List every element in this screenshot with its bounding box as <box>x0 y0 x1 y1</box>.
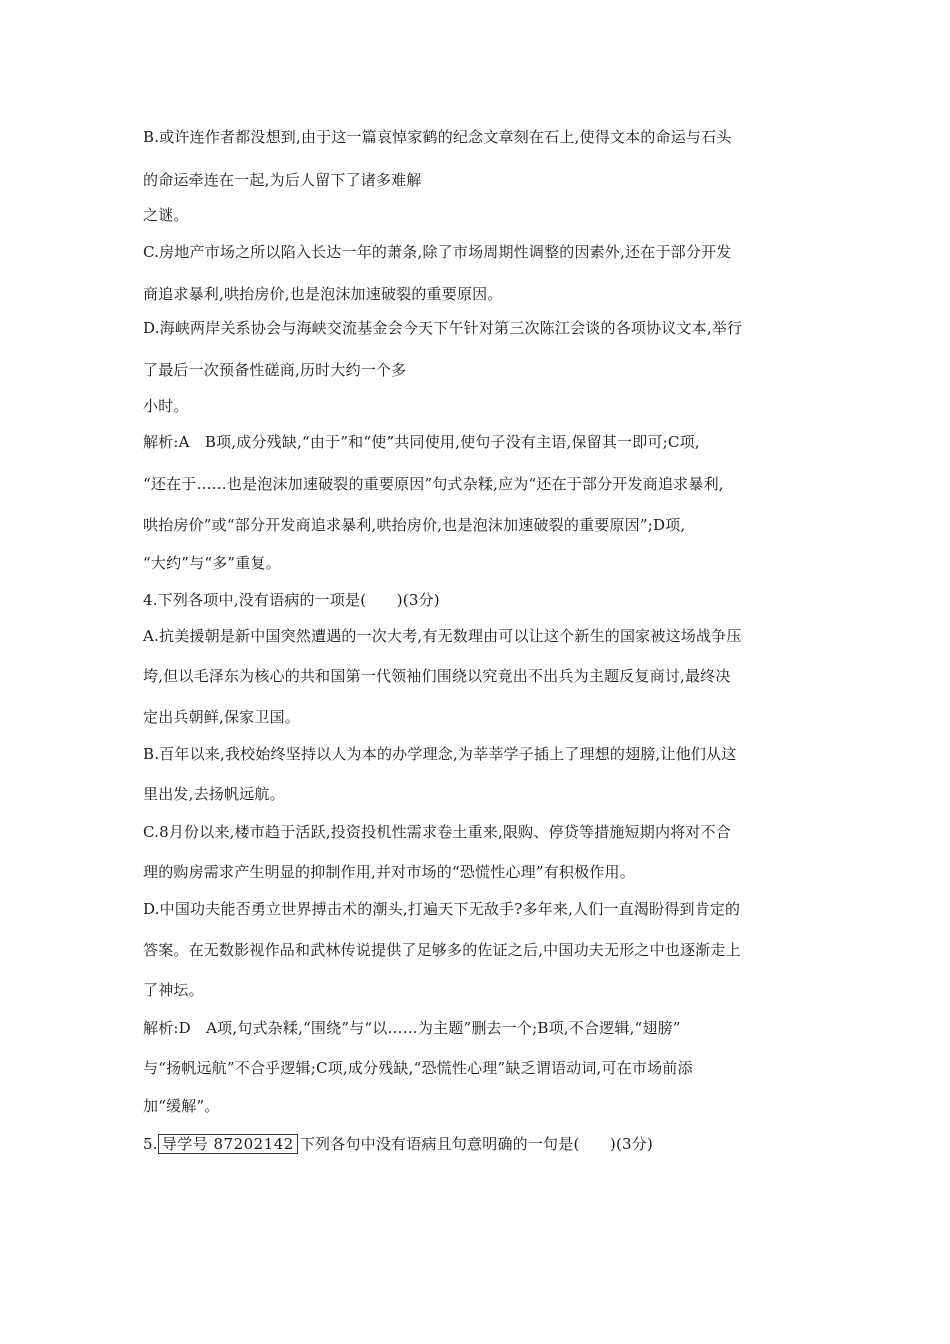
q4-option-d-line2: 答案。在无数影视作品和武林传说提供了足够多的佐证之后,中国功夫无形之中也逐渐走上 <box>143 941 741 959</box>
q3-analysis-line1: 解析:A B项,成分残缺,“由于”和“使”共同使用,使句子没有主语,保留其一即可;C项, <box>143 433 700 451</box>
q3-option-b-line3: 之谜。 <box>143 206 189 224</box>
q4-option-d-line1: D.中国功夫能否勇立世界搏击术的潮头,打遍天下无敌手?多年来,人们一直渴盼得到肯定的 <box>143 900 741 918</box>
q4-analysis-line2: 与“扬帆远航”不合乎逻辑;C项,成分残缺,“恐慌性心理”缺乏谓语动词,可在市场前添 <box>143 1059 693 1077</box>
q4-analysis-line3: 加“缓解”。 <box>143 1097 220 1115</box>
guide-number-box: 导学号 87202142 <box>158 1134 298 1154</box>
q4-option-c-line2: 理的购房需求产生明显的抑制作用,并对市场的“恐慌性心理”有积极作用。 <box>143 863 635 881</box>
q3-analysis-line4: “大约”与“多”重复。 <box>143 554 281 572</box>
q3-option-d-line1: D.海峡两岸关系协会与海峡交流基金会今天下午针对第三次陈江会谈的各项协议文本,举行 <box>143 319 743 337</box>
q4-option-a-line3: 定出兵朝鲜,保家卫国。 <box>143 708 300 726</box>
q4-analysis-line1: 解析:D A项,句式杂糅,“围绕”与“以……为主题”删去一个;B项,不合逻辑,“翅膀” <box>143 1019 681 1037</box>
q3-option-d-line2: 了最后一次预备性磋商,历时大约一个多 <box>143 361 407 379</box>
q3-option-d-line3: 小时。 <box>143 397 189 415</box>
q3-option-c-line2: 商追求暴利,哄抬房价,也是泡沫加速破裂的重要原因。 <box>143 285 503 303</box>
q5-number: 5. <box>143 1135 158 1153</box>
q4-option-d-line3: 了神坛。 <box>143 981 204 999</box>
q4-option-c-line1: C.8月份以来,楼市趋于活跃,投资投机性需求卷土重来,限购、停贷等措施短期内将对不合 <box>143 823 731 841</box>
q5-stem-line <box>143 1134 653 1154</box>
q4-option-a-line2: 垮,但以毛泽东为核心的共和国第一代领袖们围绕以究竟出不出兵为主题反复商讨,最终决 <box>143 667 731 685</box>
q3-analysis-line2: “还在于……也是泡沫加速破裂的重要原因”句式杂糅,应为“还在于部分开发商追求暴利, <box>143 475 724 493</box>
q4-option-a-line1: A.抗美援朝是新中国突然遭遇的一次大考,有无数理由可以让这个新生的国家被这场战争压 <box>143 627 742 645</box>
q3-analysis-line3: 哄抬房价”或“部分开发商追求暴利,哄抬房价,也是泡沫加速破裂的重要原因”;D项, <box>143 516 686 534</box>
q3-option-b-line2: 的命运牵连在一起,为后人留下了诸多难解 <box>143 171 422 189</box>
q4-option-b-line2: 里出发,去扬帆远航。 <box>143 785 285 803</box>
q5-stem: 下列各句中没有语病且句意明确的一句是( )(3分) <box>299 1135 653 1153</box>
q4-option-b-line1: B.百年以来,我校始终坚持以人为本的办学理念,为莘莘学子插上了理想的翅膀,让他们从这 <box>143 745 737 763</box>
q3-option-b-line1: B.或许连作者都没想到,由于这一篇哀悼家鹤的纪念文章刻在石上,使得文本的命运与石头 <box>143 128 732 146</box>
q3-option-c-line1: C.房地产市场之所以陷入长达一年的萧条,除了市场周期性调整的因素外,还在于部分开发 <box>143 243 732 261</box>
q4-stem: 4.下列各项中,没有语病的一项是( )(3分) <box>143 591 440 609</box>
